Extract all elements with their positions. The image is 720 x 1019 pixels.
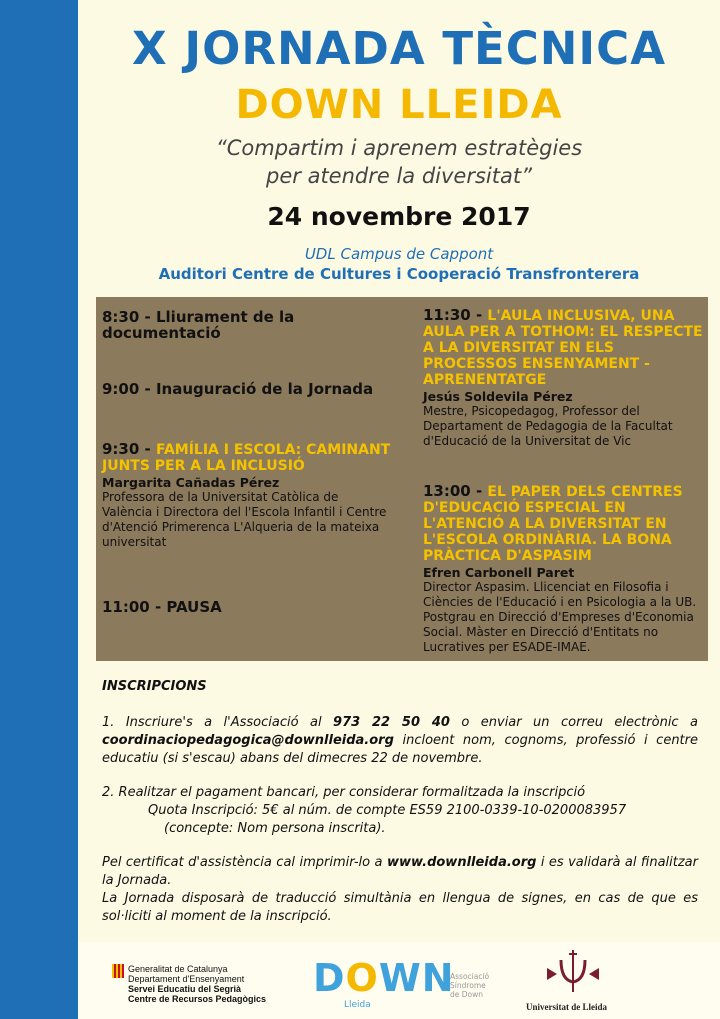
title-line-1: X JORNADA TÈCNICA bbox=[131, 22, 667, 75]
down-lleida-logo bbox=[313, 956, 455, 1000]
slot-time-line bbox=[423, 307, 707, 387]
down-letter-o: O bbox=[345, 956, 379, 1000]
phone-number[interactable]: 973 22 50 40 bbox=[333, 715, 450, 730]
down-letter-d: D bbox=[313, 956, 346, 1000]
step-1-text-b: o enviar un correu electrònic a bbox=[449, 715, 698, 730]
slot-time: 11:30 - bbox=[423, 306, 488, 324]
speaker-name: Margarita Cañadas Pérez bbox=[102, 475, 280, 490]
assoc-line-3: de Down bbox=[450, 990, 484, 999]
email-link[interactable]: coordinaciopedagogica@downlleida.org bbox=[102, 733, 394, 748]
slot-time: 8:30 - Lliurament de la documentació bbox=[102, 308, 295, 342]
cert-text-b: i es validarà al finalitzar la Jornada. bbox=[102, 855, 698, 888]
gen-line-3: Servei Educatiu del Segrià bbox=[128, 984, 242, 994]
speaker-name: Jesús Soldevila Pérez bbox=[423, 389, 573, 404]
inscripcio-step-2: 2. Realitzar el pagament bancari, per considerar formalitzada la inscripció bbox=[102, 785, 586, 800]
gen-line-1: Generalitat de Catalunya bbox=[128, 964, 228, 974]
talk-title: FAMÍLIA I ESCOLA: CAMINANT JUNTS PER A LA INCLUSIÓ bbox=[102, 442, 391, 474]
campus: UDL Campus de Cappont bbox=[304, 245, 494, 263]
program-slot bbox=[423, 307, 707, 449]
program-box bbox=[96, 297, 708, 661]
subtitle bbox=[78, 134, 720, 190]
program-slot bbox=[102, 309, 392, 341]
senyera-icon bbox=[112, 964, 124, 978]
step-1-text-a: 1. Inscriure's a l'Associació al bbox=[102, 715, 334, 730]
talk-title: EL PAPER DELS CENTRES D'EDUCACIÓ ESPECIAL EN L'ATENCIÓ A LA DIVERSITAT EN L'ESCOLA ORDINÀRIA. LA BONA PRÀCTICA D'ASPASIM bbox=[423, 484, 683, 564]
quota-line: Quota Inscripció: 5€ al núm. de compte ES59 2100-0339-10-0200083957 bbox=[148, 803, 627, 818]
certificat-line bbox=[102, 854, 698, 890]
speaker-description: Professora de la Universitat Catòlica de València i Directora del l'Escola Infantil i Centre d'Atenció Primerenca L'Alqueria de la mateixa universitat bbox=[102, 490, 387, 549]
venue: Auditori Centre de Cultures i Cooperació Transfronterera bbox=[158, 265, 640, 283]
website-link[interactable]: www.downlleida.org bbox=[386, 855, 537, 870]
speaker-description: Director Aspasim. Llicenciat en Filosofia i Ciències de l'Educació i en Psicologia a la UB. Postgrau en Direcció d'Empreses d'Economia Social. Màster en Direcció d'Entitats no Lucratives per ESADE-IMAE. bbox=[423, 580, 697, 654]
gen-line-2: Departament d'Ensenyament bbox=[128, 974, 245, 984]
left-blue-bar bbox=[0, 0, 78, 1019]
speaker-name: Efren Carbonell Paret bbox=[423, 565, 575, 580]
title-line-2: DOWN LLEIDA bbox=[235, 82, 563, 128]
slot-time-line bbox=[102, 441, 392, 473]
program-slot bbox=[102, 381, 392, 397]
speaker-description: Mestre, Psicopedagog, Professor del Departament de Pedagogia de la Facultat d'Educació de la Universitat de Vic bbox=[423, 404, 673, 448]
step-1-text-c: incloent nom, cognoms, professió i centre educatiu (si s'escau) abans del dimecres 22 de novembre. bbox=[102, 733, 698, 766]
associacio-text bbox=[450, 972, 489, 999]
event-date: 24 novembre 2017 bbox=[267, 202, 531, 231]
program-slot bbox=[102, 441, 392, 550]
program-slot bbox=[423, 483, 707, 655]
generalitat-logo bbox=[128, 964, 266, 1004]
gen-line-4: Centre de Recursos Pedagògics bbox=[128, 994, 267, 1004]
inscripcio-step-1 bbox=[102, 714, 698, 768]
logos-footer bbox=[78, 942, 720, 1019]
assoc-line-2: Síndrome bbox=[450, 981, 486, 990]
slot-time: 13:00 - bbox=[423, 482, 488, 500]
cert-text-a: Pel certificat d'assistència cal imprimir-lo a bbox=[102, 855, 387, 870]
concepte-line: (concepte: Nom persona inscrita). bbox=[164, 821, 386, 836]
down-lleida-subtitle: Lleida bbox=[344, 1000, 371, 1010]
subtitle-line-1: “Compartim i aprenem estratègies bbox=[215, 136, 583, 160]
down-letters-wn: WN bbox=[378, 956, 455, 1000]
slot-time: 11:00 - PAUSA bbox=[102, 598, 222, 616]
udl-emblem-icon bbox=[543, 948, 603, 994]
talk-title: L'AULA INCLUSIVA, UNA AULA PER A TOTHOM: EL RESPECTE A LA DIVERSITAT EN ELS PROCESSOS ENSENYAMENT - APRENENTATGE bbox=[423, 308, 703, 388]
traduccio-line: La Jornada disposarà de traducció simultània en llengua de signes, en cas de que es sol·liciti al moment de la inscripció. bbox=[102, 891, 698, 924]
program-slot bbox=[102, 599, 392, 615]
slot-time-line bbox=[423, 483, 707, 563]
udl-name: Universitat de Lleida bbox=[526, 1002, 607, 1012]
slot-time: 9:00 - Inauguració de la Jornada bbox=[102, 380, 374, 398]
subtitle-line-2: per atendre la diversitat” bbox=[266, 164, 532, 188]
assoc-line-1: Associació bbox=[450, 972, 490, 981]
inscripcions-heading: INSCRIPCIONS bbox=[102, 679, 207, 694]
slot-time: 9:30 - bbox=[102, 440, 156, 458]
